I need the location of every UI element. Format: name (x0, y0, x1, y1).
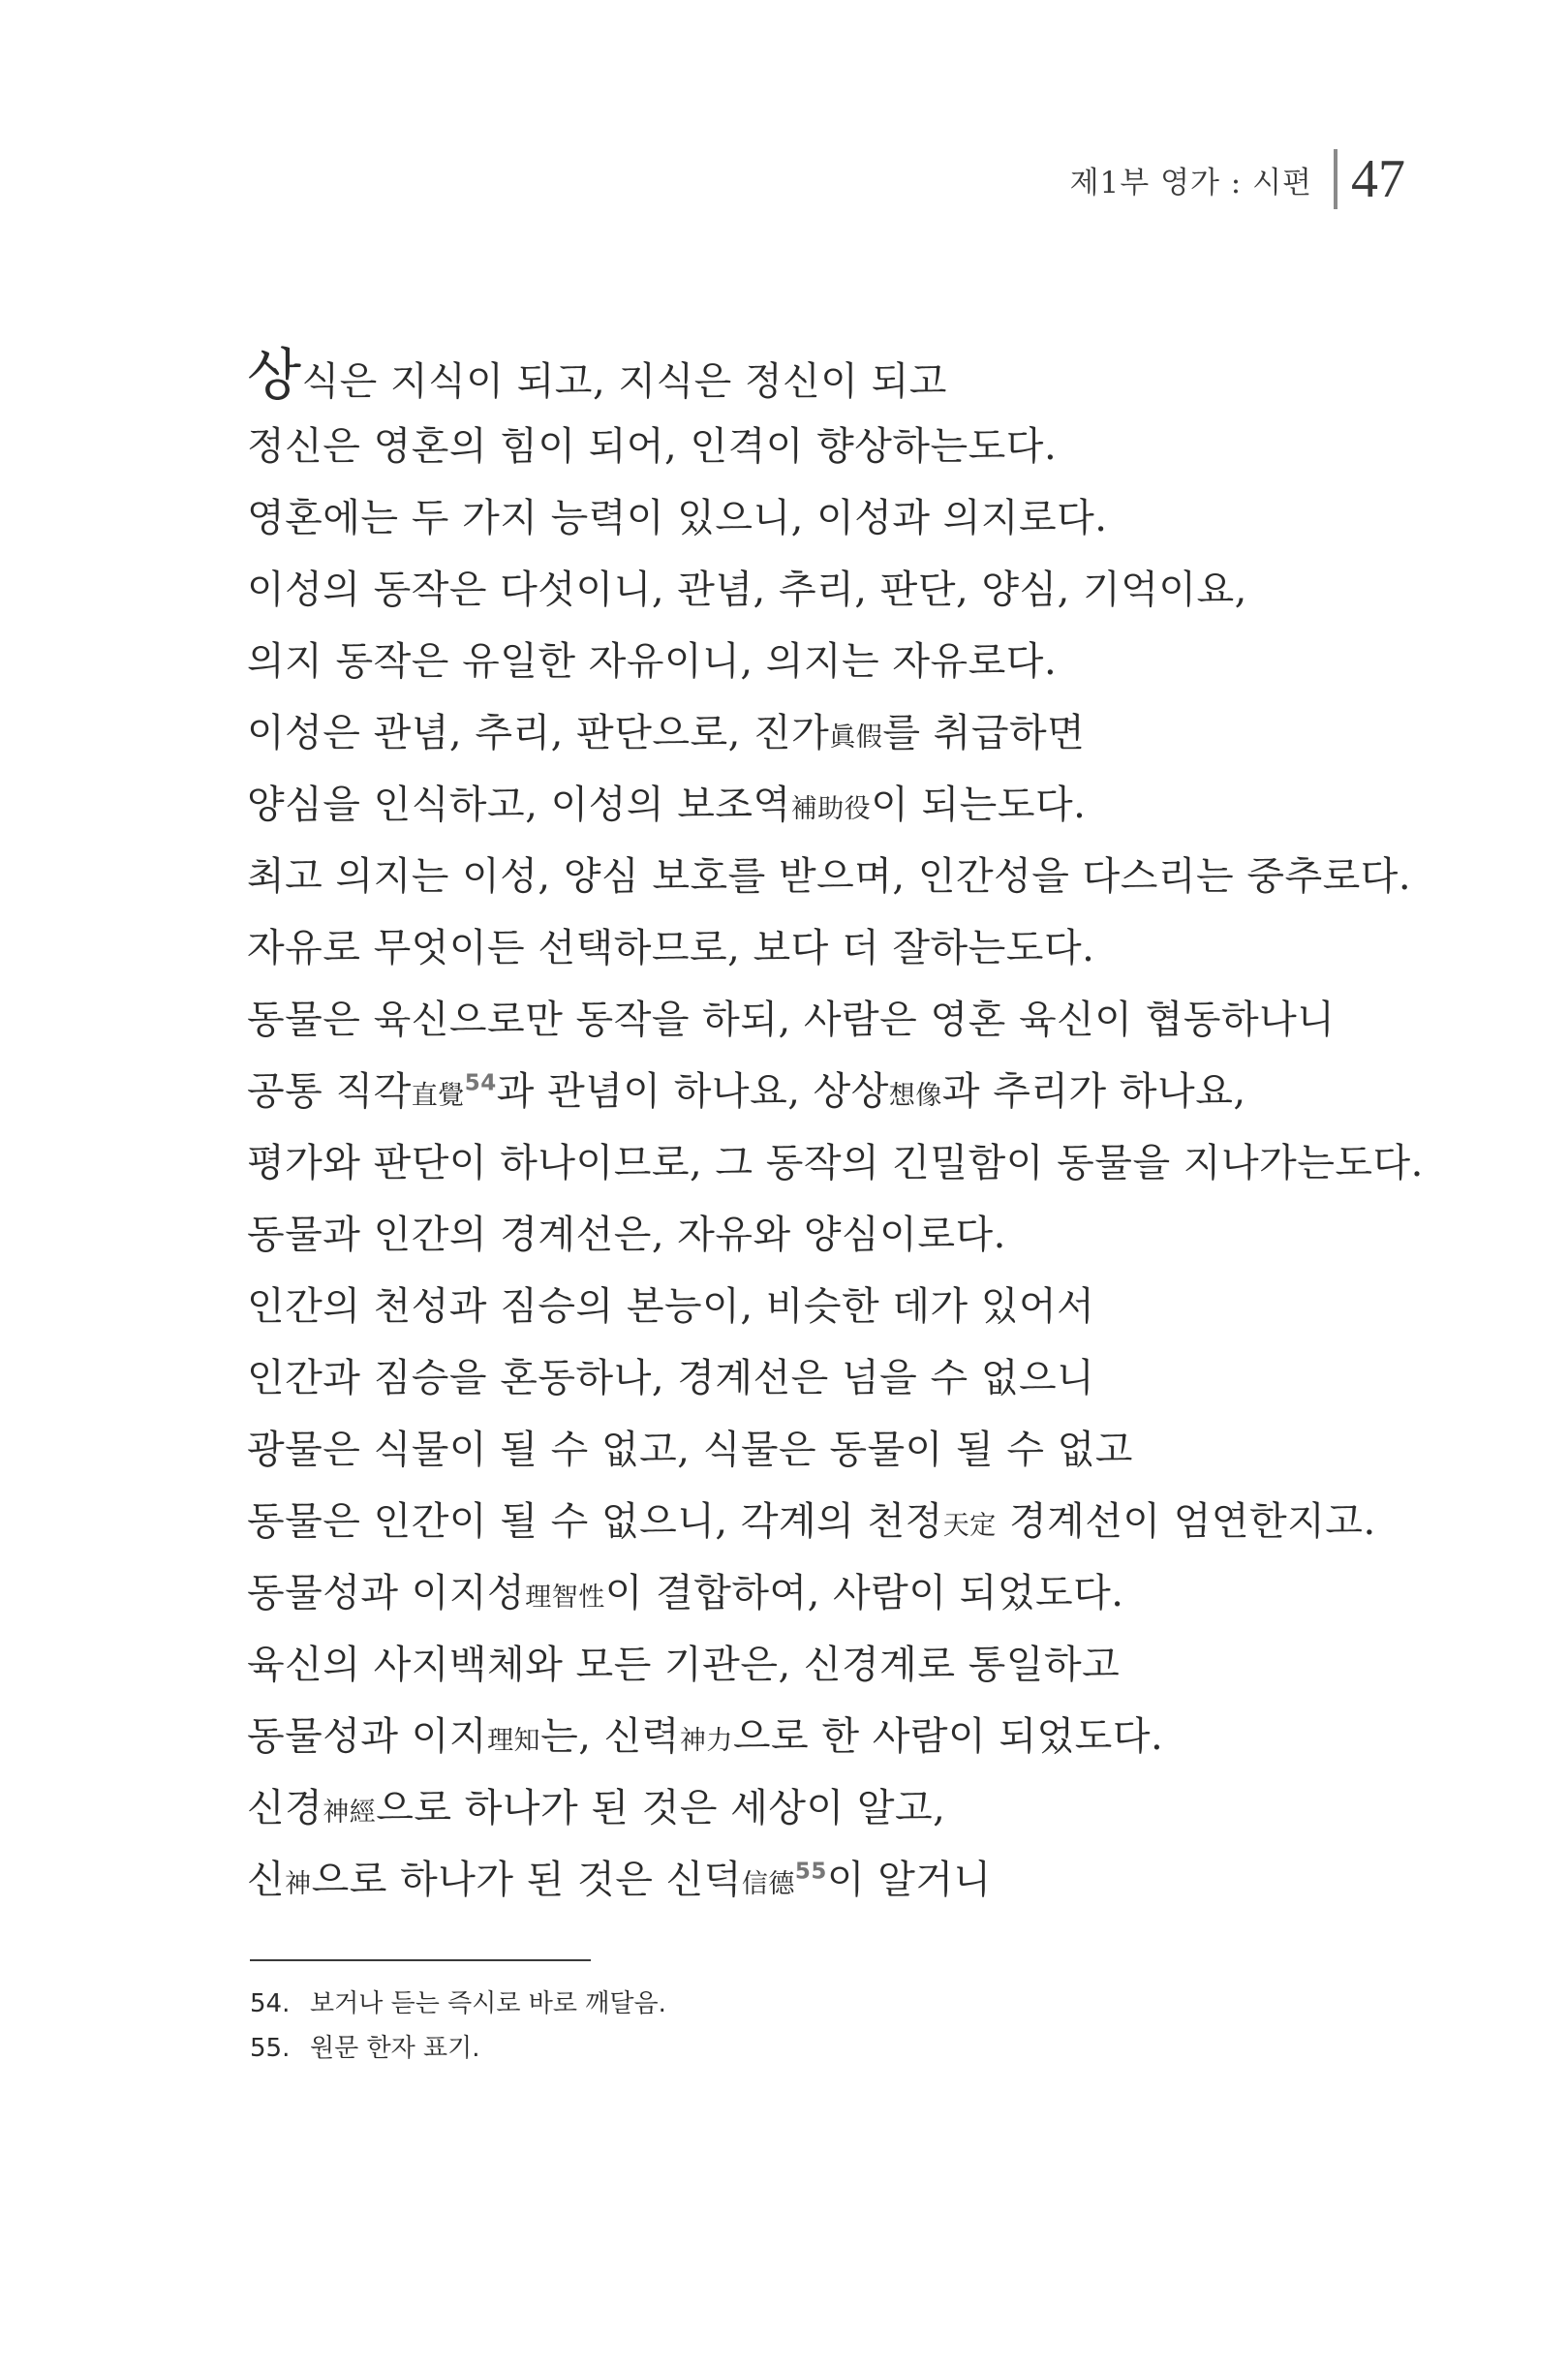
poem-line: 동물과 인간의 경계선은, 자유와 양심이로다. (247, 1213, 1006, 1257)
poem-line (247, 1701, 1429, 1772)
footnote-ref[interactable]: 54 (464, 1070, 497, 1096)
poem-line: 영혼에는 두 가지 능력이 있으니, 이성과 의지로다. (247, 496, 1108, 540)
running-header (1070, 145, 1405, 213)
footnotes (250, 1982, 666, 2071)
poem-line: 인간의 천성과 짐승의 본능이, 비슷한 데가 있어서 (247, 1284, 1095, 1329)
poem-body (247, 339, 1429, 1916)
poem-line (247, 769, 1429, 841)
hanja-gloss: 神 (285, 1869, 312, 1899)
hanja-gloss: 神經 (323, 1798, 377, 1828)
hanja-gloss: 天定 (942, 1511, 997, 1541)
drop-cap: 상 (247, 342, 302, 408)
text-segment: 동물성과 이지성 (247, 1571, 526, 1615)
poem-line (247, 1486, 1429, 1557)
hanja-gloss: 直覺 (411, 1081, 465, 1111)
poem-line (247, 1844, 1429, 1916)
text-segment: 이 되는도다. (871, 783, 1087, 827)
header-divider (1334, 149, 1337, 209)
hanja-gloss: 想像 (888, 1081, 942, 1111)
poem-line: 의지 동작은 유일한 자유이니, 의지는 자유로다. (247, 639, 1058, 684)
footnote-item (250, 2026, 666, 2071)
hanja-gloss: 理智性 (525, 1583, 605, 1613)
footnote-number: 54. (250, 1989, 291, 2018)
poem-line (247, 1772, 1429, 1844)
poem-line: 육신의 사지백체와 모든 기관은, 신경계로 통일하고 (247, 1643, 1121, 1687)
text-segment: 동물은 인간이 될 수 없으니, 각계의 천정 (247, 1499, 943, 1544)
text-segment: 이성은 관념, 추리, 판단으로, 진가 (247, 711, 830, 755)
text-segment: 양심을 인식하고, 이성의 보조역 (247, 783, 791, 827)
text-segment: 과 추리가 하나요, (941, 1069, 1246, 1114)
poem-line: 최고 의지는 이성, 양심 보호를 받으며, 인간성을 다스리는 중추로다. (247, 854, 1412, 899)
poem-line: 자유로 무엇이든 선택하므로, 보다 더 잘하는도다. (247, 926, 1095, 970)
poem-line: 평가와 판단이 하나이므로, 그 동작의 긴밀함이 동물을 지나가는도다. (247, 1141, 1424, 1185)
footnote-ref[interactable]: 55 (794, 1859, 827, 1885)
hanja-gloss: 神力 (679, 1726, 733, 1756)
poem-line (247, 697, 1429, 769)
poem-line: 광물은 식물이 될 수 없고, 식물은 동물이 될 수 없고 (247, 1428, 1133, 1472)
text-segment: 이 결합하여, 사람이 되었도다. (604, 1571, 1124, 1615)
poem-line: 인간과 짐승을 혼동하나, 경계선은 넘을 수 없으니 (247, 1356, 1095, 1400)
text-segment: 으로 한 사람이 되었도다. (732, 1714, 1164, 1759)
footnote-number: 55. (250, 2034, 291, 2063)
poem-line-text: 식은 지식이 되고, 지식은 정신이 되고 (301, 359, 947, 404)
hanja-gloss: 信德 (741, 1869, 795, 1899)
poem-line (247, 339, 1429, 411)
section-title: 제1부 영가 : 시편 (1069, 165, 1312, 200)
footnote-divider (250, 1959, 591, 1961)
footnote-item (250, 1982, 666, 2026)
text-segment: 는, 신력 (540, 1714, 680, 1759)
poem-line (247, 1557, 1429, 1629)
text-segment: 신경 (247, 1786, 323, 1830)
poem-line: 이성의 동작은 다섯이니, 관념, 추리, 판단, 양심, 기억이요, (247, 568, 1247, 612)
footnote-text: 보거나 듣는 즉시로 바로 깨달음. (310, 1989, 666, 2018)
text-segment: 를 취급하면 (882, 711, 1086, 755)
text-segment: 공통 직각 (247, 1069, 412, 1114)
page-number: 47 (1351, 149, 1405, 209)
footnote-text: 원문 한자 표기. (310, 2034, 480, 2063)
poem-line (247, 1056, 1429, 1127)
hanja-gloss: 補助役 (790, 794, 872, 824)
text-segment: 신 (247, 1858, 286, 1902)
text-segment: 과 관념이 하나요, 상상 (496, 1069, 889, 1114)
text-segment: 동물성과 이지 (247, 1714, 488, 1759)
hanja-gloss: 眞假 (829, 723, 883, 753)
poem-line: 정신은 영혼의 힘이 되어, 인격이 향상하는도다. (247, 424, 1058, 469)
text-segment: 경계선이 엄연한지고. (996, 1499, 1376, 1544)
text-segment: 으로 하나가 된 것은 신덕 (311, 1858, 742, 1902)
text-segment: 이 알거니 (826, 1858, 992, 1902)
poem-line: 동물은 육신으로만 동작을 하되, 사람은 영혼 육신이 협동하나니 (247, 998, 1336, 1042)
text-segment: 으로 하나가 된 것은 세상이 알고, (376, 1786, 946, 1830)
hanja-gloss: 理知 (487, 1726, 541, 1756)
